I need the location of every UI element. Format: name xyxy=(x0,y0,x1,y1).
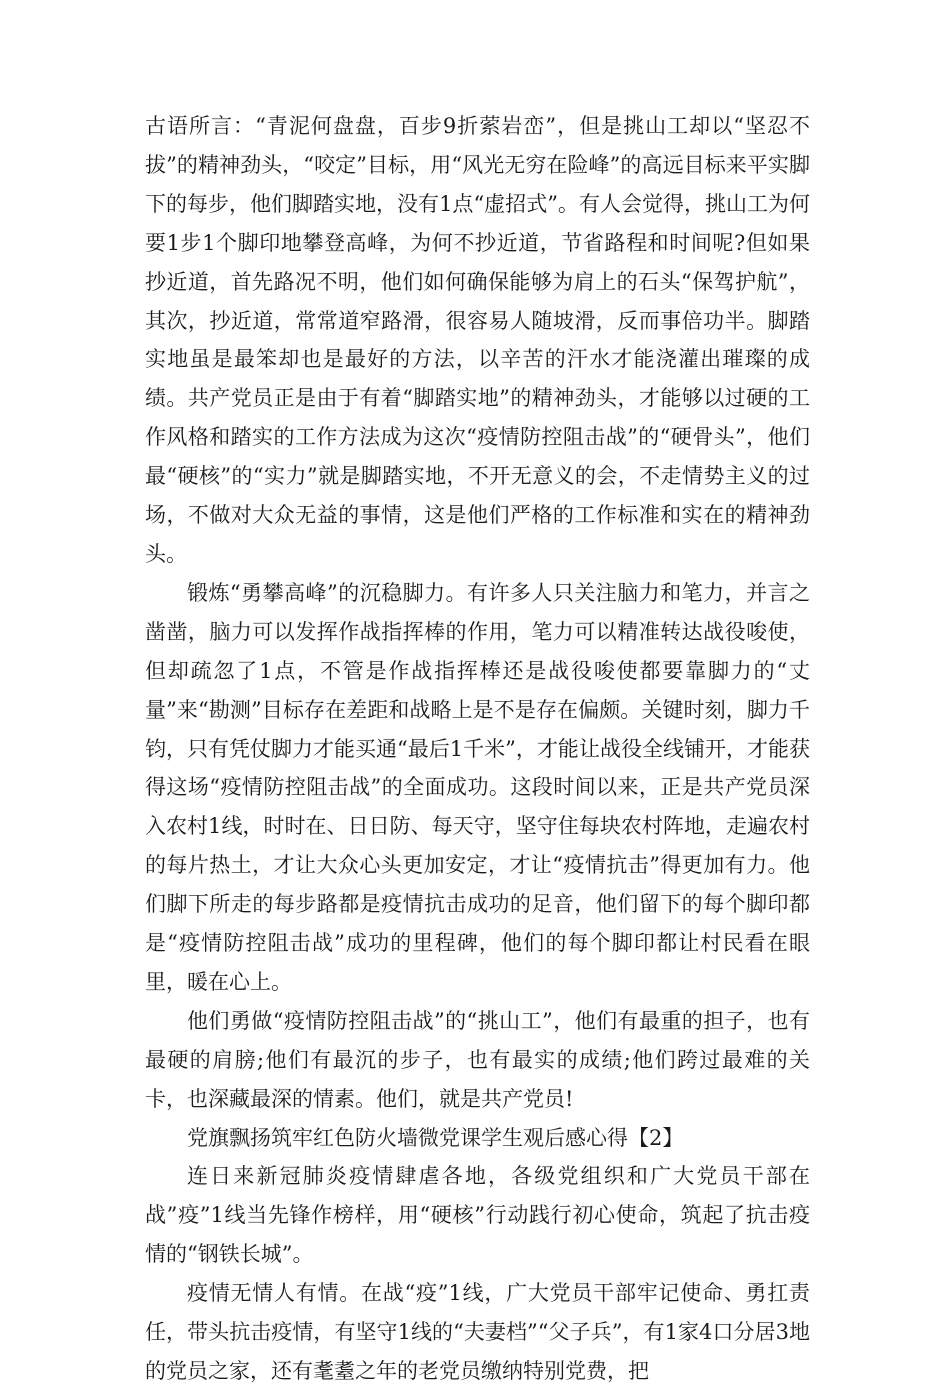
paragraph-3: 他们勇做“疫情防控阻击战”的“挑山工”，他们有最重的担子，也有最硬的肩膀;他们有最沉的步子，也有最实的成绩;他们跨过最难的关卡，也深藏最深的情素。他们，就是共产党员! xyxy=(145,1008,810,1111)
paragraph-4: 连日来新冠肺炎疫情肆虐各地，各级党组织和广大党员干部在战”疫”1线当先锋作榜样，用“硬核”行动践行初心使命，筑起了抗击疫情的“钢铁长城”。 xyxy=(145,1164,810,1267)
document-body xyxy=(145,107,810,1391)
paragraph-5: 疫情无情人有情。在战“疫”1线，广大党员干部牢记使命、勇扛责任，带头抗击疫情，有坚守1线的“夫妻档”“父子兵”，有1家4口分居3地的党员之家，还有耄耋之年的老党员缴纳特别党费，把 xyxy=(145,1281,810,1383)
section-heading: 党旗飘扬筑牢红色防火墙微党课学生观后感心得【2】 xyxy=(187,1125,684,1150)
paragraph-2: 锻炼“勇攀高峰”的沉稳脚力。有许多人只关注脑力和笔力，并言之凿凿，脑力可以发挥作战指挥棒的作用，笔力可以精准转达战役唆使，但却疏忽了1点，不管是作战指挥棒还是战役唆使都要靠脚力的“丈量”来“勘测”目标存在差距和战略上是不是存在偏颇。关键时刻，脚力千钧，只有凭仗脚力才能买通“最后1千米”，才能让战役全线铺开，才能获得这场“疫情防控阻击战”的全面成功。这段时间以来，正是共产党员深入农村1线，时时在、日日防、每天守，坚守住每块农村阵地，走遍农村的每片热土，才让大众心头更加安定，才让“疫情抗击”得更加有力。他们脚下所走的每步路都是疫情抗击成功的足音，他们留下的每个脚印都是“疫情防控阻击战”成功的里程碑，他们的每个脚印都让村民看在眼里，暖在心上。 xyxy=(145,580,810,994)
paragraph-1: 古语所言：“青泥何盘盘，百步9折萦岩峦”，但是挑山工却以“坚忍不拔”的精神劲头，“咬定”目标，用“风光无穷在险峰”的高远目标来平实脚下的每步，他们脚踏实地，没有1点“虚招式”。有人会觉得，挑山工为何要1步1个脚印地攀登高峰，为何不抄近道，节省路程和时间呢?但如果抄近道，首先路况不明，他们如何确保能够为肩上的石头“保驾护航”，其次，抄近道，常常道窄路滑，很容易人随坡滑，反而事倍功半。脚踏实地虽是最笨却也是最好的方法，以辛苦的汗水才能浇灌出璀璨的成绩。共产党员正是由于有着“脚踏实地”的精神劲头，才能够以过硬的工作风格和踏实的工作方法成为这次“疫情防控阻击战”的“硬骨头”，他们最“硬核”的“实力”就是脚踏实地，不开无意义的会，不走情势主义的过场，不做对大众无益的事情，这是他们严格的工作标准和实在的精神劲头。 xyxy=(145,114,810,566)
